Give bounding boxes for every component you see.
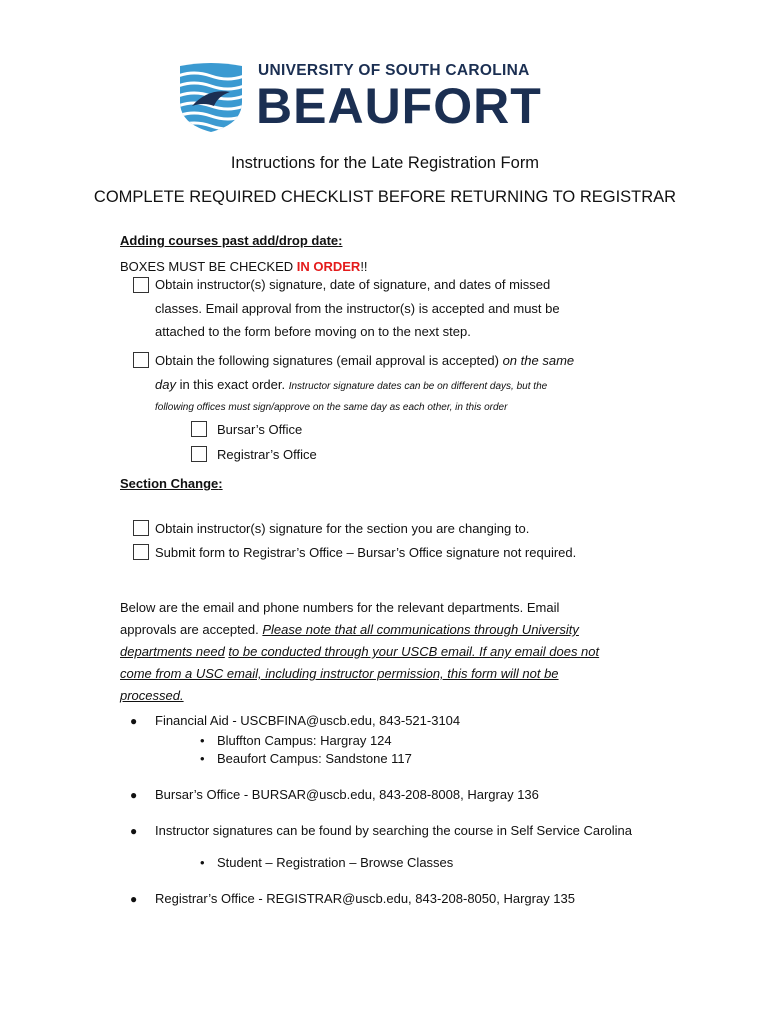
- checkbox-section-signature[interactable]: [133, 520, 149, 536]
- logo-university-text: UNIVERSITY OF SOUTH CAROLINA: [258, 62, 530, 79]
- bullet-icon: •: [200, 751, 205, 766]
- logo-beaufort-text: BEAUFORT: [256, 78, 542, 134]
- section-change-colon: :: [218, 476, 223, 491]
- intro-line2-normal: approvals are accepted.: [120, 622, 263, 637]
- intro-line2-underlined: Please note that all communications through University: [262, 622, 579, 637]
- registrar-contact: Registrar’s Office - REGISTRAR@uscb.edu, 843-208-8050, Hargray 135: [155, 891, 575, 906]
- section-item2: Submit form to Registrar’s Office – Bursar’s Office signature not required.: [155, 545, 577, 560]
- adding-heading-colon: :: [338, 233, 343, 248]
- bullet-icon: ●: [130, 824, 138, 838]
- item1-line2: classes. Email approval from the instructor(s) is accepted and must be: [155, 301, 560, 316]
- bursar-contact: Bursar’s Office - BURSAR@uscb.edu, 843-208-8008, Hargray 136: [155, 787, 539, 802]
- intro-line5-underlined: processed.: [120, 688, 184, 703]
- checkbox-bursar-office[interactable]: [191, 421, 207, 437]
- bullet-icon: ●: [130, 788, 138, 802]
- section-change-heading: [120, 476, 223, 491]
- item2-line1: [155, 352, 574, 370]
- boxes-suffix: !!: [360, 259, 368, 274]
- item2-line2-normal: in this exact order.: [175, 377, 289, 392]
- adding-courses-heading: [120, 233, 342, 248]
- item1-line3: attached to the form before moving on to the next step.: [155, 324, 471, 339]
- palmetto-wave-logo-icon: [178, 62, 244, 132]
- contacts-intro-line5: [120, 687, 184, 705]
- intro-line3-part-a: departments need: [120, 644, 225, 659]
- in-order-warning: IN ORDER: [296, 259, 361, 274]
- contacts-intro-line4: [120, 665, 559, 683]
- adding-heading-text: Adding courses past add/drop date: [120, 233, 339, 248]
- browse-classes-path: Student – Registration – Browse Classes: [217, 855, 454, 870]
- item1-line1: Obtain instructor(s) signature, date of signature, and dates of missed: [155, 277, 551, 292]
- page-subtitle: COMPLETE REQUIRED CHECKLIST BEFORE RETURNING TO REGISTRAR: [93, 188, 677, 206]
- item2-line3: following offices must sign/approve on the same day as each other, in this order: [155, 402, 508, 413]
- checkbox-following-signatures[interactable]: [133, 352, 149, 368]
- registrar-office-label: Registrar’s Office: [217, 447, 317, 462]
- instructor-signatures-note: Instructor signatures can be found by searching the course in Self Service Carolina: [155, 823, 632, 838]
- bullet-icon: •: [200, 855, 205, 870]
- checkbox-submit-form[interactable]: [133, 544, 149, 560]
- contacts-intro-line1: Below are the email and phone numbers for the relevant departments. Email: [120, 600, 560, 615]
- financial-aid-contact: Financial Aid - USCBFINA@uscb.edu, 843-521-3104: [155, 713, 461, 728]
- item2-line2: [155, 376, 547, 396]
- beaufort-campus: Beaufort Campus: Sandstone 117: [217, 751, 412, 766]
- bullet-icon: ●: [130, 892, 138, 906]
- contacts-intro-line3: [120, 643, 599, 661]
- bullet-icon: ●: [130, 714, 138, 728]
- checkbox-registrar-office[interactable]: [191, 446, 207, 462]
- bursar-office-label: Bursar’s Office: [217, 422, 303, 437]
- bullet-icon: •: [200, 733, 205, 748]
- item2-line1-italic: on the same: [502, 353, 575, 368]
- section-item1: Obtain instructor(s) signature for the section you are changing to.: [155, 521, 530, 536]
- contacts-intro-line2: [120, 621, 579, 639]
- intro-line4-underlined: come from a USC email, including instructor permission, this form will not be: [120, 666, 559, 681]
- checkbox-instructor-signature[interactable]: [133, 277, 149, 293]
- usc-beaufort-logo: [178, 60, 558, 138]
- section-change-heading-text: Section Change: [120, 476, 219, 491]
- page-title: Instructions for the Late Registration Form: [230, 154, 540, 172]
- boxes-prefix: BOXES MUST BE CHECKED: [120, 259, 297, 274]
- bluffton-campus: Bluffton Campus: Hargray 124: [217, 733, 392, 748]
- boxes-order-note: [120, 258, 368, 276]
- intro-line3-part-b: to be conducted through your USCB email. If any email does not: [228, 644, 600, 659]
- item2-line1-normal: Obtain the following signatures (email approval is accepted): [155, 353, 503, 368]
- item2-line2-italic: day: [155, 377, 176, 392]
- item2-line2-small: Instructor signature dates can be on different days, but the: [288, 381, 548, 392]
